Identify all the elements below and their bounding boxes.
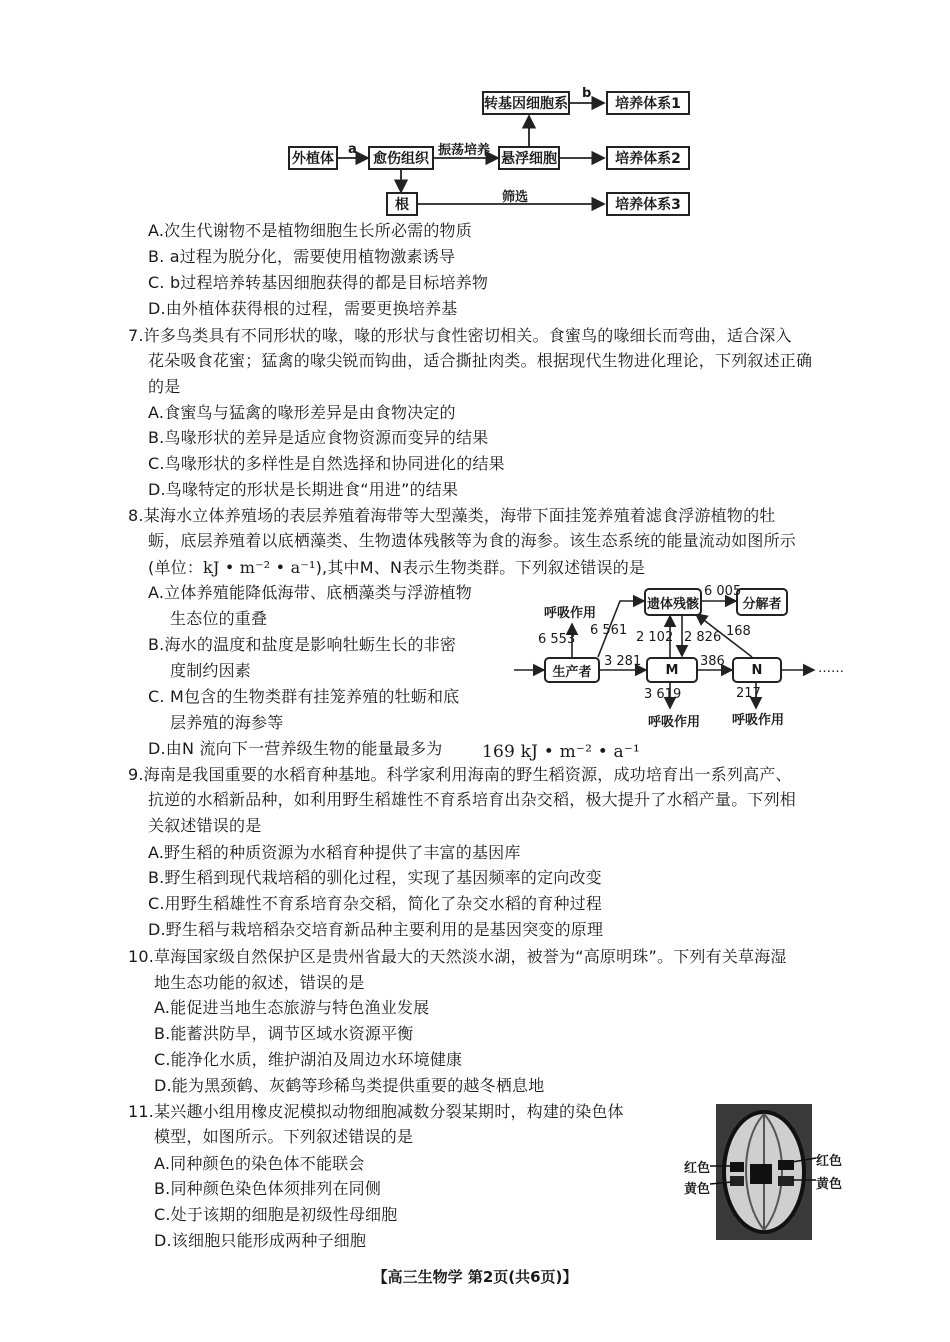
- q9-stem-line-1: 9.海南是我国重要的水稻育种基地。科学家利用海南的野生稻资源，成功培育出一系列高产、: [128, 765, 792, 784]
- q7-option-d: D.鸟喙特定的形状是长期进食“用进”的结果: [148, 480, 459, 499]
- node-root: 根: [386, 192, 418, 216]
- chromosome-middle: [750, 1164, 772, 1184]
- node-culture-system-3: 培养体系3: [606, 192, 690, 216]
- q8-stem-suffix: ),其中M、N表示生物类群。下列叙述错误的是: [315, 558, 646, 577]
- q7-option-a: A.食蜜鸟与猛禽的喙形差异是由食物决定的: [148, 403, 456, 422]
- node-suspension-cells: 悬浮细胞: [498, 146, 560, 170]
- value-6553: 6 553: [538, 632, 576, 647]
- q8-stem-line-1: 8.某海水立体养殖场的表层养殖着海带等大型藻类，海带下面挂笼养殖着滤食浮游植物的牡: [128, 506, 776, 525]
- q8-option-c-line-2: 层养殖的海参等: [170, 713, 284, 732]
- value-6561: 6 561: [590, 623, 628, 638]
- q11-option-c: C.处于该期的细胞是初级性母细胞: [154, 1205, 398, 1224]
- chromosome-left-red: [730, 1162, 744, 1172]
- q11-option-a: A.同种颜色的染色体不能联会: [154, 1154, 365, 1173]
- q9-option-b: B.野生稻到现代栽培稻的驯化过程，实现了基因频率的定向改变: [148, 868, 602, 887]
- value-2102: 2 102: [636, 630, 674, 645]
- q10-stem-line-1: 10.草海国家级自然保护区是贵州省最大的天然淡水湖，被誉为“高原明珠”。下列有关草海湿: [128, 947, 787, 966]
- node-decomposer: 分解者: [736, 588, 788, 616]
- q7-option-c: C.鸟喙形状的多样性是自然选择和协同进化的结果: [148, 454, 505, 473]
- value-217: 217: [736, 686, 761, 701]
- edge-label-a: a: [348, 142, 357, 157]
- q8-option-a-line-2: 生态位的重叠: [170, 609, 268, 628]
- chromosome-left-yellow: [730, 1176, 744, 1186]
- node-transgenic-cell-line: 转基因细胞系: [482, 91, 570, 115]
- q10-option-d: D.能为黑颈鹤、灰鹤等珍稀鸟类提供重要的越冬栖息地: [154, 1076, 545, 1095]
- chromosome-right-yellow: [778, 1176, 794, 1186]
- q10-option-b: B.能蓄洪防旱，调节区域水资源平衡: [154, 1024, 414, 1043]
- node-M: M: [646, 657, 698, 683]
- q6-option-d: D.由外植体获得根的过程，需要更换培养基: [148, 299, 458, 318]
- q8-option-b-line-1: B.海水的温度和盐度是影响牡蛎生长的非密: [148, 635, 457, 654]
- label-right-yellow: 黄色: [816, 1177, 843, 1192]
- label-continuation-dots: ……: [818, 661, 844, 676]
- q10-option-c: C.能净化水质，维护湖泊及周边水环境健康: [154, 1050, 463, 1069]
- q9-option-c: C.用野生稻雄性不育系培育杂交稻，简化了杂交水稻的育种过程: [148, 894, 603, 913]
- q11-stem-line-2: 模型，如图所示。下列叙述错误的是: [154, 1127, 414, 1146]
- value-6005: 6 005: [704, 584, 742, 599]
- value-386: 386: [700, 654, 725, 669]
- q9-stem-line-2: 抗逆的水稻新品种，如利用野生稻雄性不育系培育出杂交稻，极大提升了水稻产量。下列相: [148, 790, 797, 809]
- q10-stem-line-2: 地生态功能的叙述，错误的是: [154, 973, 365, 992]
- q7-stem-line-1: 7.许多鸟类具有不同形状的喙，喙的形状与食性密切相关。食蜜鸟的喙细长而弯曲，适合深入: [128, 326, 792, 345]
- q8-option-b-line-2: 度制约因素: [170, 661, 252, 680]
- edge-label-shake-culture: 振荡培养: [438, 143, 491, 158]
- page-footer: 【高三生物学 第2页(共6页)】: [372, 1268, 578, 1286]
- q9-stem-line-3: 关叙述错误的是: [148, 816, 262, 835]
- q6-option-a: A.次生代谢物不是植物细胞生长所必需的物质: [148, 221, 472, 240]
- chromosome-right-red: [778, 1160, 794, 1170]
- node-N: N: [732, 657, 782, 683]
- q11-option-d: D.该细胞只能形成两种子细胞: [154, 1231, 367, 1250]
- label-left-yellow: 黄色: [684, 1182, 711, 1197]
- value-3281: 3 281: [604, 654, 642, 669]
- q11-option-b: B.同种颜色染色体须排列在同侧: [154, 1179, 382, 1198]
- edge-label-b: b: [582, 86, 592, 101]
- label-M-respiration: 呼吸作用: [648, 715, 701, 730]
- node-producer: 生产者: [544, 657, 600, 683]
- q8-option-d: D.由N 流向下一营养级生物的能量最多为: [148, 739, 443, 758]
- edge-label-select: 筛选: [502, 190, 529, 205]
- q9-option-d: D.野生稻与栽培稻杂交培育新品种主要利用的是基因突变的原理: [148, 920, 604, 939]
- label-N-respiration: 呼吸作用: [732, 713, 785, 728]
- q8-stem-prefix: (单位：: [148, 558, 204, 577]
- q7-option-b: B.鸟喙形状的差异是适应食物资源而变异的结果: [148, 428, 489, 447]
- q8-stem-line-2: 蛎，底层养殖着以底栖藻类、生物遗体残骸等为食的海参。该生态系统的能量流动如图所示: [148, 531, 797, 550]
- q7-stem-line-3: 的是: [148, 377, 181, 396]
- node-remains: 遗体残骸: [644, 588, 702, 616]
- q6-option-b: B. a过程为脱分化，需要使用植物激素诱导: [148, 247, 456, 266]
- q8-option-c-line-1: C. M包含的生物类群有挂笼养殖的牡蛎和底: [148, 687, 460, 706]
- q10-option-a: A.能促进当地生态旅游与特色渔业发展: [154, 998, 430, 1017]
- q11-stem-line-1: 11.某兴趣小组用橡皮泥模拟动物细胞减数分裂某期时，构建的染色体: [128, 1102, 624, 1121]
- q8-option-a-line-1: A.立体养殖能降低海带、底栖藻类与浮游植物: [148, 583, 472, 602]
- value-3619: 3 619: [644, 687, 682, 702]
- node-explant: 外植体: [288, 146, 338, 170]
- label-left-red: 红色: [684, 1161, 711, 1176]
- q7-stem-line-2: 花朵吸食花蜜；猛禽的喙尖锐而钩曲，适合撕扯肉类。根据现代生物进化理论，下列叙述正确: [148, 351, 813, 370]
- node-callus: 愈伤组织: [368, 146, 434, 170]
- value-2826: 2 826: [684, 630, 722, 645]
- node-culture-system-1: 培养体系1: [606, 91, 690, 115]
- q6-option-c: C. b过程培养转基因细胞获得的都是目标培养物: [148, 273, 489, 292]
- label-producer-respiration: 呼吸作用: [544, 606, 597, 621]
- q9-option-a: A.野生稻的种质资源为水稻育种提供了丰富的基因库: [148, 843, 521, 862]
- node-culture-system-2: 培养体系2: [606, 146, 690, 170]
- label-right-red: 红色: [816, 1154, 843, 1169]
- q8-stem-unit: kJ • m⁻² • a⁻¹: [203, 558, 316, 577]
- q8-option-d-value: 169 kJ • m⁻² • a⁻¹: [482, 742, 641, 762]
- value-168: 168: [726, 624, 751, 639]
